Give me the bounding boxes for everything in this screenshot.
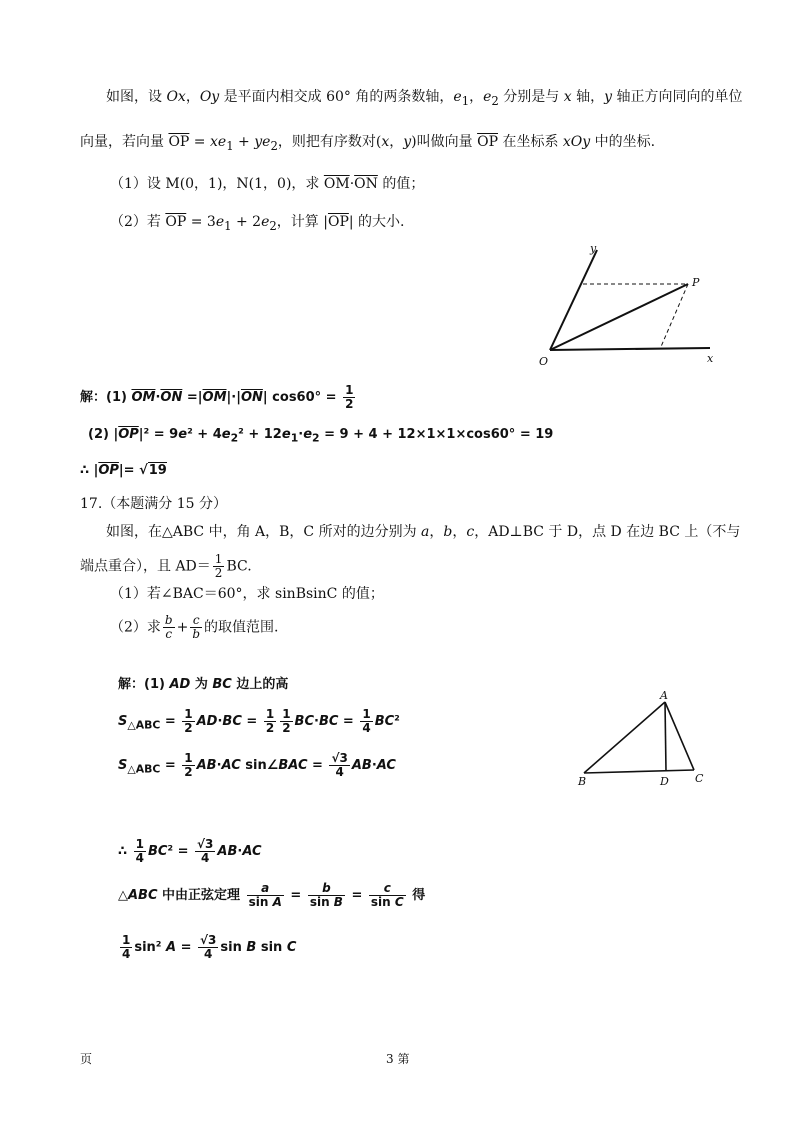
label-a: A xyxy=(660,689,668,702)
p17-area-1: $S_{\triangle ABC}$ = $\frac{1}{2}$ AD·BC = $\frac{1}{2}$ $\frac{1}{2}$ BC·BC = $\frac{1}{4}$ BC² xyxy=(118,707,400,735)
op-vector xyxy=(550,284,688,350)
p16-question-2: （2）若 $\overline{OP} = 3e_1 + 2e_2$，计算 $|\overline{OP}|$ 的大小. xyxy=(110,214,405,233)
side-bc xyxy=(584,770,694,773)
p16-solution-3: ∴ $|\overline{OP}|= √19$ xyxy=(80,463,167,478)
p17-intro-line2: 端点重合），且 AD＝ $\frac{1}{2}$ BC. xyxy=(80,552,252,580)
footer-page-number: 3 第 xyxy=(386,1052,410,1066)
p16-question-1: （1）设 M(0，1)，N(1，0)，求 $\overline{OM}\cdot\overline{ON}$ 的值； xyxy=(110,176,425,192)
p17-question-2: （2）求 $\frac{b}{c}$ + $\frac{c}{b}$ 的取值范围. xyxy=(110,613,279,641)
p17-question-1: （1）若∠BAC＝60°，求 sinBsinC 的值； xyxy=(110,586,384,602)
p17-solution-line1: 解：(1) AD 为 BC 边上的高 xyxy=(118,677,289,692)
p16-intro-line2: 向量，若向量 $\overline{OP} = xe_1 + ye_2$，则把有序数对(x，y)叫做向量 $\overline{OP}$ 在坐标系 xOy 中的坐标. xyxy=(80,134,656,153)
ox-axis xyxy=(550,348,710,350)
label-y: y xyxy=(590,242,597,255)
label-c: C xyxy=(695,772,704,785)
side-ac xyxy=(665,702,694,770)
p17-final: $\frac{1}{4}$ sin² A = $\frac{√3}{4}$ sin B sin C xyxy=(122,933,297,961)
p16-solution-2: (2) $|\overline{OP}|^2 = 9e^2 + 4e_2^2 + 12e_1\cdot e_2 = 9 + 4 + 12\times 1\times 1\times\cos 60^\circ = 19$ xyxy=(88,427,554,445)
side-ab xyxy=(584,702,665,773)
p16-intro-line1: 如图，设 Ox，Oy 是平面内相交成 60° 角的两条数轴，$e_1$，$e_2$ 分别是与 x 轴，y 轴正方向同向的单位 xyxy=(106,89,743,108)
triangle-figure xyxy=(572,688,732,790)
dash-p-to-x xyxy=(660,284,688,349)
p16-solution-1: 解：(1) $\overline{OM}\cdot\overline{ON} =|\overline{OM}|\cdot|\overline{ON}|$ cos60° = $\frac{1}{2}$ xyxy=(80,383,354,411)
altitude-ad xyxy=(665,702,666,771)
footer-left: 页 xyxy=(80,1052,93,1066)
label-x: x xyxy=(707,352,714,365)
oy-axis xyxy=(550,250,597,350)
p17-therefore: ∴ $\frac{1}{4}$ BC² = $\frac{√3}{4}$ AB·AC xyxy=(118,837,262,865)
label-d: D xyxy=(660,775,669,788)
label-o: O xyxy=(539,355,549,368)
label-b: B xyxy=(578,775,587,788)
p17-area-2: $S_{\triangle ABC}$ = $\frac{1}{2}$ AB·AC sin∠BAC = $\frac{√3}{4}$ AB·AC xyxy=(118,751,396,779)
p17-intro-line1: 如图，在△ABC 中，角 A，B，C 所对的边分别为 a，b，c，AD⊥BC 于 D，点 D 在边 BC 上（不与 xyxy=(106,524,741,540)
p17-header: 17.（本题满分 15 分） xyxy=(80,496,227,512)
coordinate-figure xyxy=(535,240,725,370)
label-p: P xyxy=(692,276,700,289)
p17-sine-law: △ABC 中由正弦定理 $\frac{a}{\text{sin A}}$ = $\frac{b}{\text{sin B}}$ = $\frac{c}{\text{sin C}}$ 得 xyxy=(118,881,426,909)
